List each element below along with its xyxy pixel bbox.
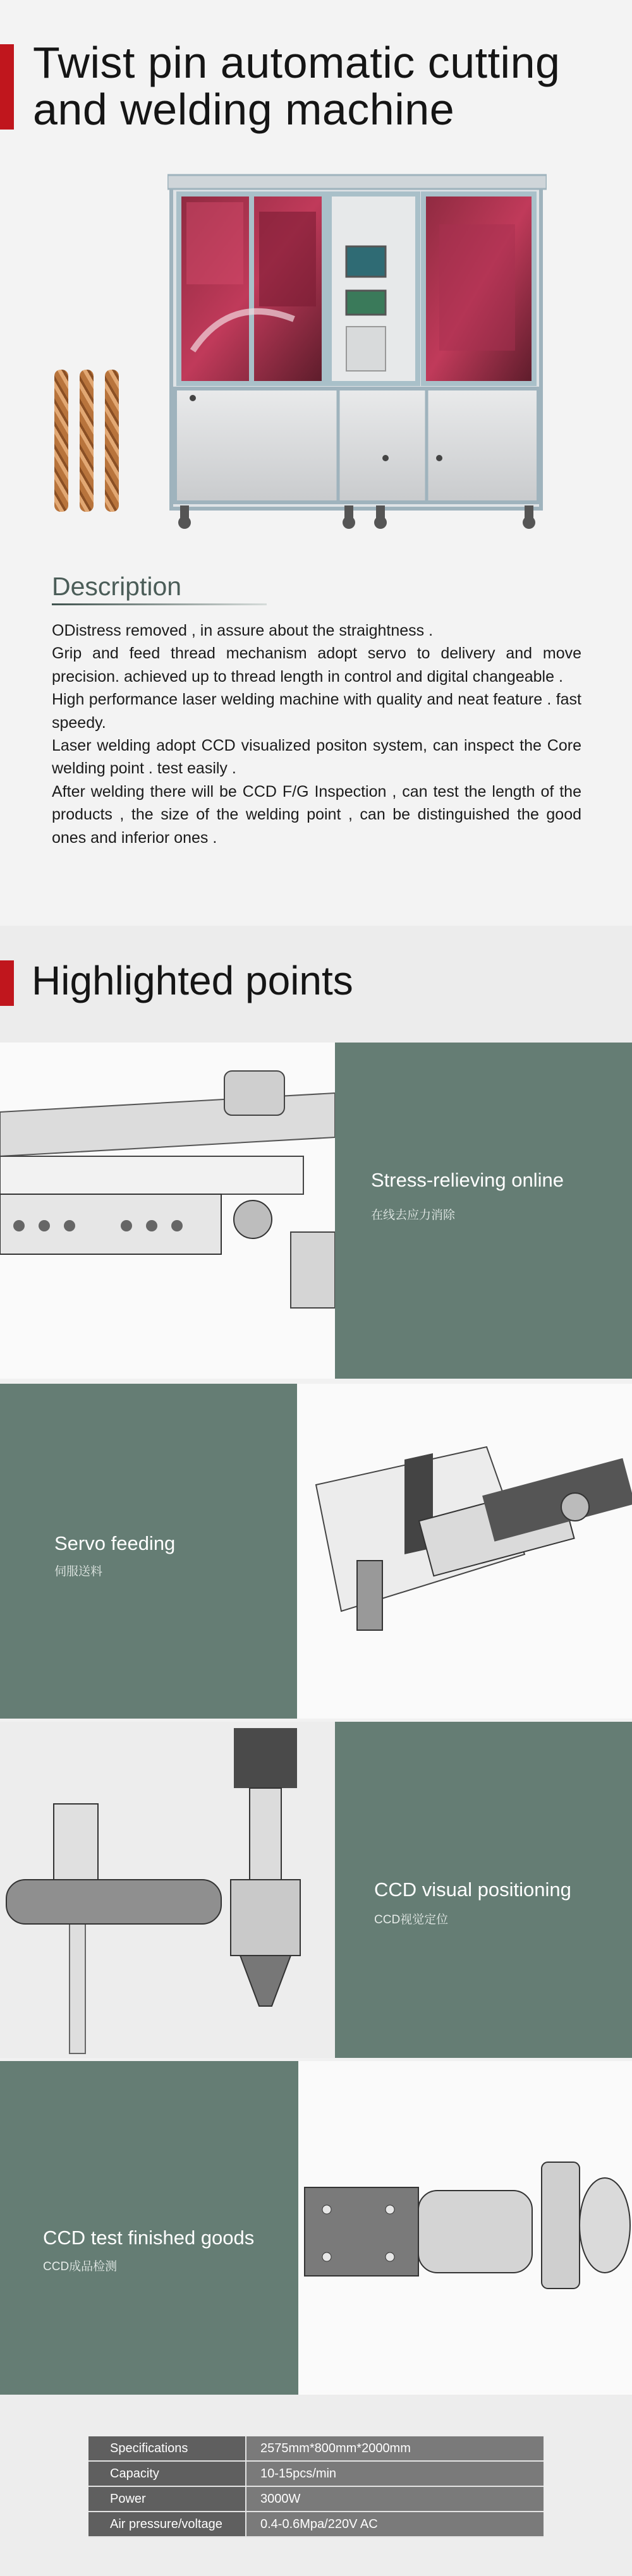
specs-table <box>88 2436 544 2537</box>
description-paragraph: High performance laser welding machine with quality and neat feature . fast speedy. <box>52 691 581 732</box>
spec-value: 0.4-0.6Mpa/220V AC <box>246 2512 544 2537</box>
highlights-accent-bar <box>0 960 14 1006</box>
highlight-subtitle: CCD视觉定位 <box>374 1913 449 1926</box>
table-row <box>88 2486 544 2512</box>
ccd-test-image <box>298 2061 632 2395</box>
ccd-test-panel <box>0 2061 298 2395</box>
spec-key: Power <box>88 2486 246 2512</box>
highlight-title: CCD test finished goods <box>43 2227 255 2249</box>
servo-feeding-image <box>297 1384 632 1719</box>
highlight-title: Servo feeding <box>54 1532 176 1554</box>
ccd-positioning-panel <box>335 1722 632 2058</box>
title-accent-bar <box>0 44 14 130</box>
spec-value: 2575mm*800mm*2000mm <box>246 2436 544 2461</box>
machine-image <box>167 161 547 534</box>
highlight-subtitle: 伺服送料 <box>54 1565 103 1578</box>
stress-relieving-image <box>0 1043 335 1379</box>
twist-pin-image <box>80 370 94 512</box>
stress-relieving-panel <box>335 1043 632 1379</box>
description-heading: Description <box>52 572 182 601</box>
table-row <box>88 2436 544 2461</box>
highlight-subtitle: 在线去应力消除 <box>371 1209 456 1222</box>
spec-key: Specifications <box>88 2436 246 2461</box>
description-paragraph: After welding there will be CCD F/G Inspection , can test the length of the products , the size of the welding point , can be distinguished the good ones and inferior ones . <box>52 782 581 847</box>
highlights-title: Highlighted points <box>32 958 353 1003</box>
spec-key: Capacity <box>88 2461 246 2486</box>
servo-feeding-panel <box>0 1384 297 1719</box>
title-line-1: Twist pin automatic cutting <box>33 38 561 87</box>
table-row <box>88 2512 544 2537</box>
table-row <box>88 2461 544 2486</box>
highlight-title: Stress-relieving online <box>371 1169 564 1191</box>
description-paragraph: Laser welding adopt CCD visualized positon system, can inspect the Core welding point . test easily . <box>52 737 581 778</box>
title-line-2: and welding machine <box>33 85 455 134</box>
spec-value: 10-15pcs/min <box>246 2461 544 2486</box>
description-paragraph: Grip and feed thread mechanism adopt servo to delivery and move precision. achieved up to thread length in control and digital changeable . <box>52 644 581 686</box>
highlight-title: CCD visual positioning <box>374 1878 571 1901</box>
description-paragraph: ODistress removed , in assure about the straightness . <box>52 622 434 639</box>
description-body <box>52 619 581 849</box>
twist-pin-image <box>105 370 119 512</box>
spec-value: 3000W <box>246 2486 544 2512</box>
twist-pin-image <box>54 370 68 512</box>
highlight-subtitle: CCD成品检测 <box>43 2260 118 2273</box>
spec-key: Air pressure/voltage <box>88 2512 246 2537</box>
ccd-positioning-image <box>0 1722 335 2058</box>
page-title <box>33 39 560 133</box>
description-underline <box>52 603 267 605</box>
